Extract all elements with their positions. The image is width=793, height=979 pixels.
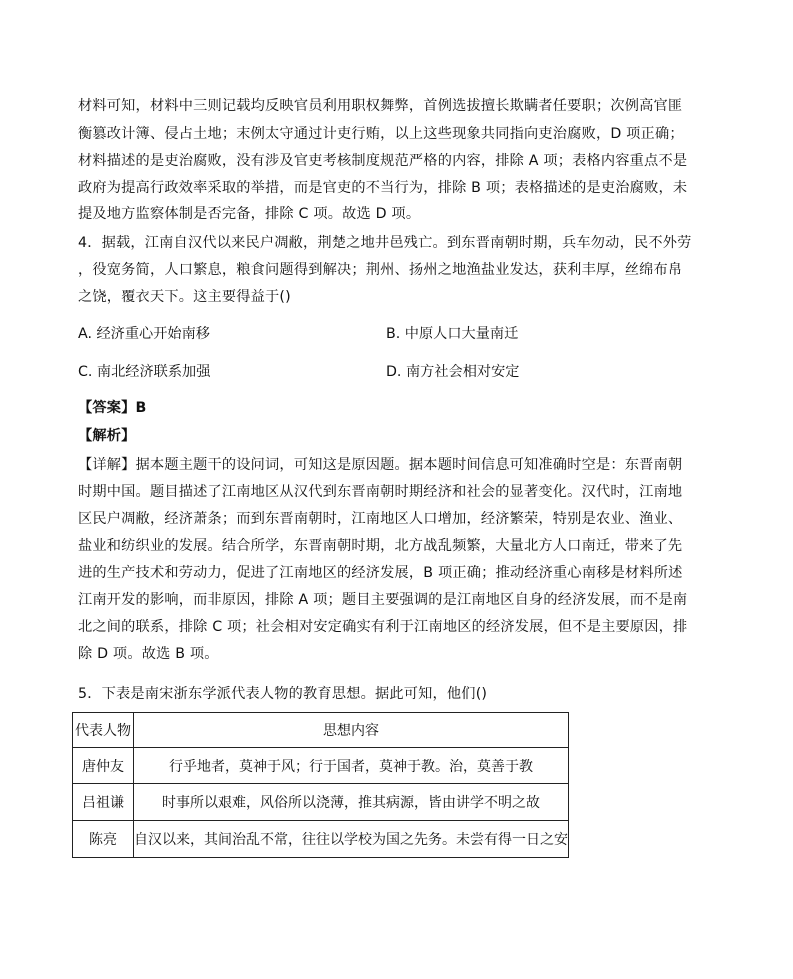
question-4-stem: 之饶，覆衣天下。这主要得益于() — [78, 289, 291, 305]
question-4-stem: 4．据载，江南自汉代以来民户凋敝，荆楚之地井邑残亡。到东晋南朝时期，兵车勿动，民不外劳 — [78, 235, 692, 251]
detail-line: 时期中国。题目描述了江南地区从汉代到东晋南朝时期经济和社会的显著变化。汉代时，江南地 — [78, 484, 683, 500]
explanation-line: 提及地方监察体制是否完备，排除 C 项。故选 D 项。 — [78, 206, 421, 222]
option-d: D. 南方社会相对安定 — [386, 364, 520, 380]
cell-content: 自汉以来，其间治乱不常，往往以学校为国之先务。未尝有得一日之安 — [134, 821, 569, 858]
option-b: B. 中原人口大量南迁 — [386, 326, 519, 342]
table-row — [73, 784, 569, 821]
table-header-row — [73, 713, 569, 748]
explanation-line: 材料可知，材料中三则记载均反映官员利用职权舞弊，首例选拔擅长欺瞒者任要职；次例高官匪 — [78, 98, 683, 114]
cell-content: 时事所以艰难，风俗所以浇薄，推其病源，皆由讲学不明之故 — [134, 784, 569, 821]
option-c: C. 南北经济联系加强 — [78, 364, 211, 380]
header-content: 思想内容 — [134, 713, 569, 748]
detail-line: 【详解】据本题主题干的设问词，可知这是原因题。据本题时间信息可知准确时空是：东晋南朝 — [78, 457, 683, 473]
explanation-line: 政府为提高行政效率采取的举措，而是官吏的不当行为，排除 B 项；表格描述的是吏治腐败，未 — [78, 180, 688, 196]
question-4-stem: ，役宽务简，人口繁息，粮食问题得到解决；荆州、扬州之地渔盐业发达，获利丰厚，丝绵布帛 — [78, 262, 683, 278]
question-5-stem: 5．下表是南宋浙东学派代表人物的教育思想。据此可知，他们() — [78, 686, 488, 702]
detail-line: 北之间的联系，排除 C 项；社会相对安定确实有利于江南地区的经济发展，但不是主要原因，排 — [78, 619, 688, 635]
detail-line: 区民户凋敝，经济萧条；而到东晋南朝时，江南地区人口增加，经济繁荣，特别是农业、渔业、 — [78, 511, 683, 527]
detail-line: 盐业和纺织业的发展。结合所学，东晋南朝时期，北方战乱频繁，大量北方人口南迁，带来了先 — [78, 538, 683, 554]
explanation-line: 材料描述的是吏治腐败，没有涉及官吏考核制度规范严格的内容，排除 A 项；表格内容重点不是 — [78, 153, 688, 169]
analysis-label: 【解析】 — [78, 428, 136, 444]
answer-label: 【答案】B — [78, 400, 147, 416]
header-person: 代表人物 — [73, 713, 134, 748]
table-row — [73, 748, 569, 784]
thoughts-table — [72, 712, 569, 858]
detail-line: 除 D 项。故选 B 项。 — [78, 646, 219, 662]
cell-person: 唐仲友 — [73, 748, 134, 784]
option-a: A. 经济重心开始南移 — [78, 326, 210, 342]
table-row — [73, 821, 569, 858]
cell-content: 行乎地者，莫神于风；行于国者，莫神于教。治，莫善于教 — [134, 748, 569, 784]
detail-line: 进的生产技术和劳动力，促进了江南地区的经济发展，B 项正确；推动经济重心南移是材料所述 — [78, 565, 683, 581]
detail-line: 江南开发的影响，而非原因，排除 A 项；题目主要强调的是江南地区自身的经济发展，而不是南 — [78, 592, 688, 608]
explanation-line: 衡篡改计簿、侵占土地；末例太守通过计吏行贿，以上这些现象共同指向吏治腐败，D 项正确； — [78, 126, 684, 142]
cell-person: 陈亮 — [73, 821, 134, 858]
cell-person: 吕祖谦 — [73, 784, 134, 821]
